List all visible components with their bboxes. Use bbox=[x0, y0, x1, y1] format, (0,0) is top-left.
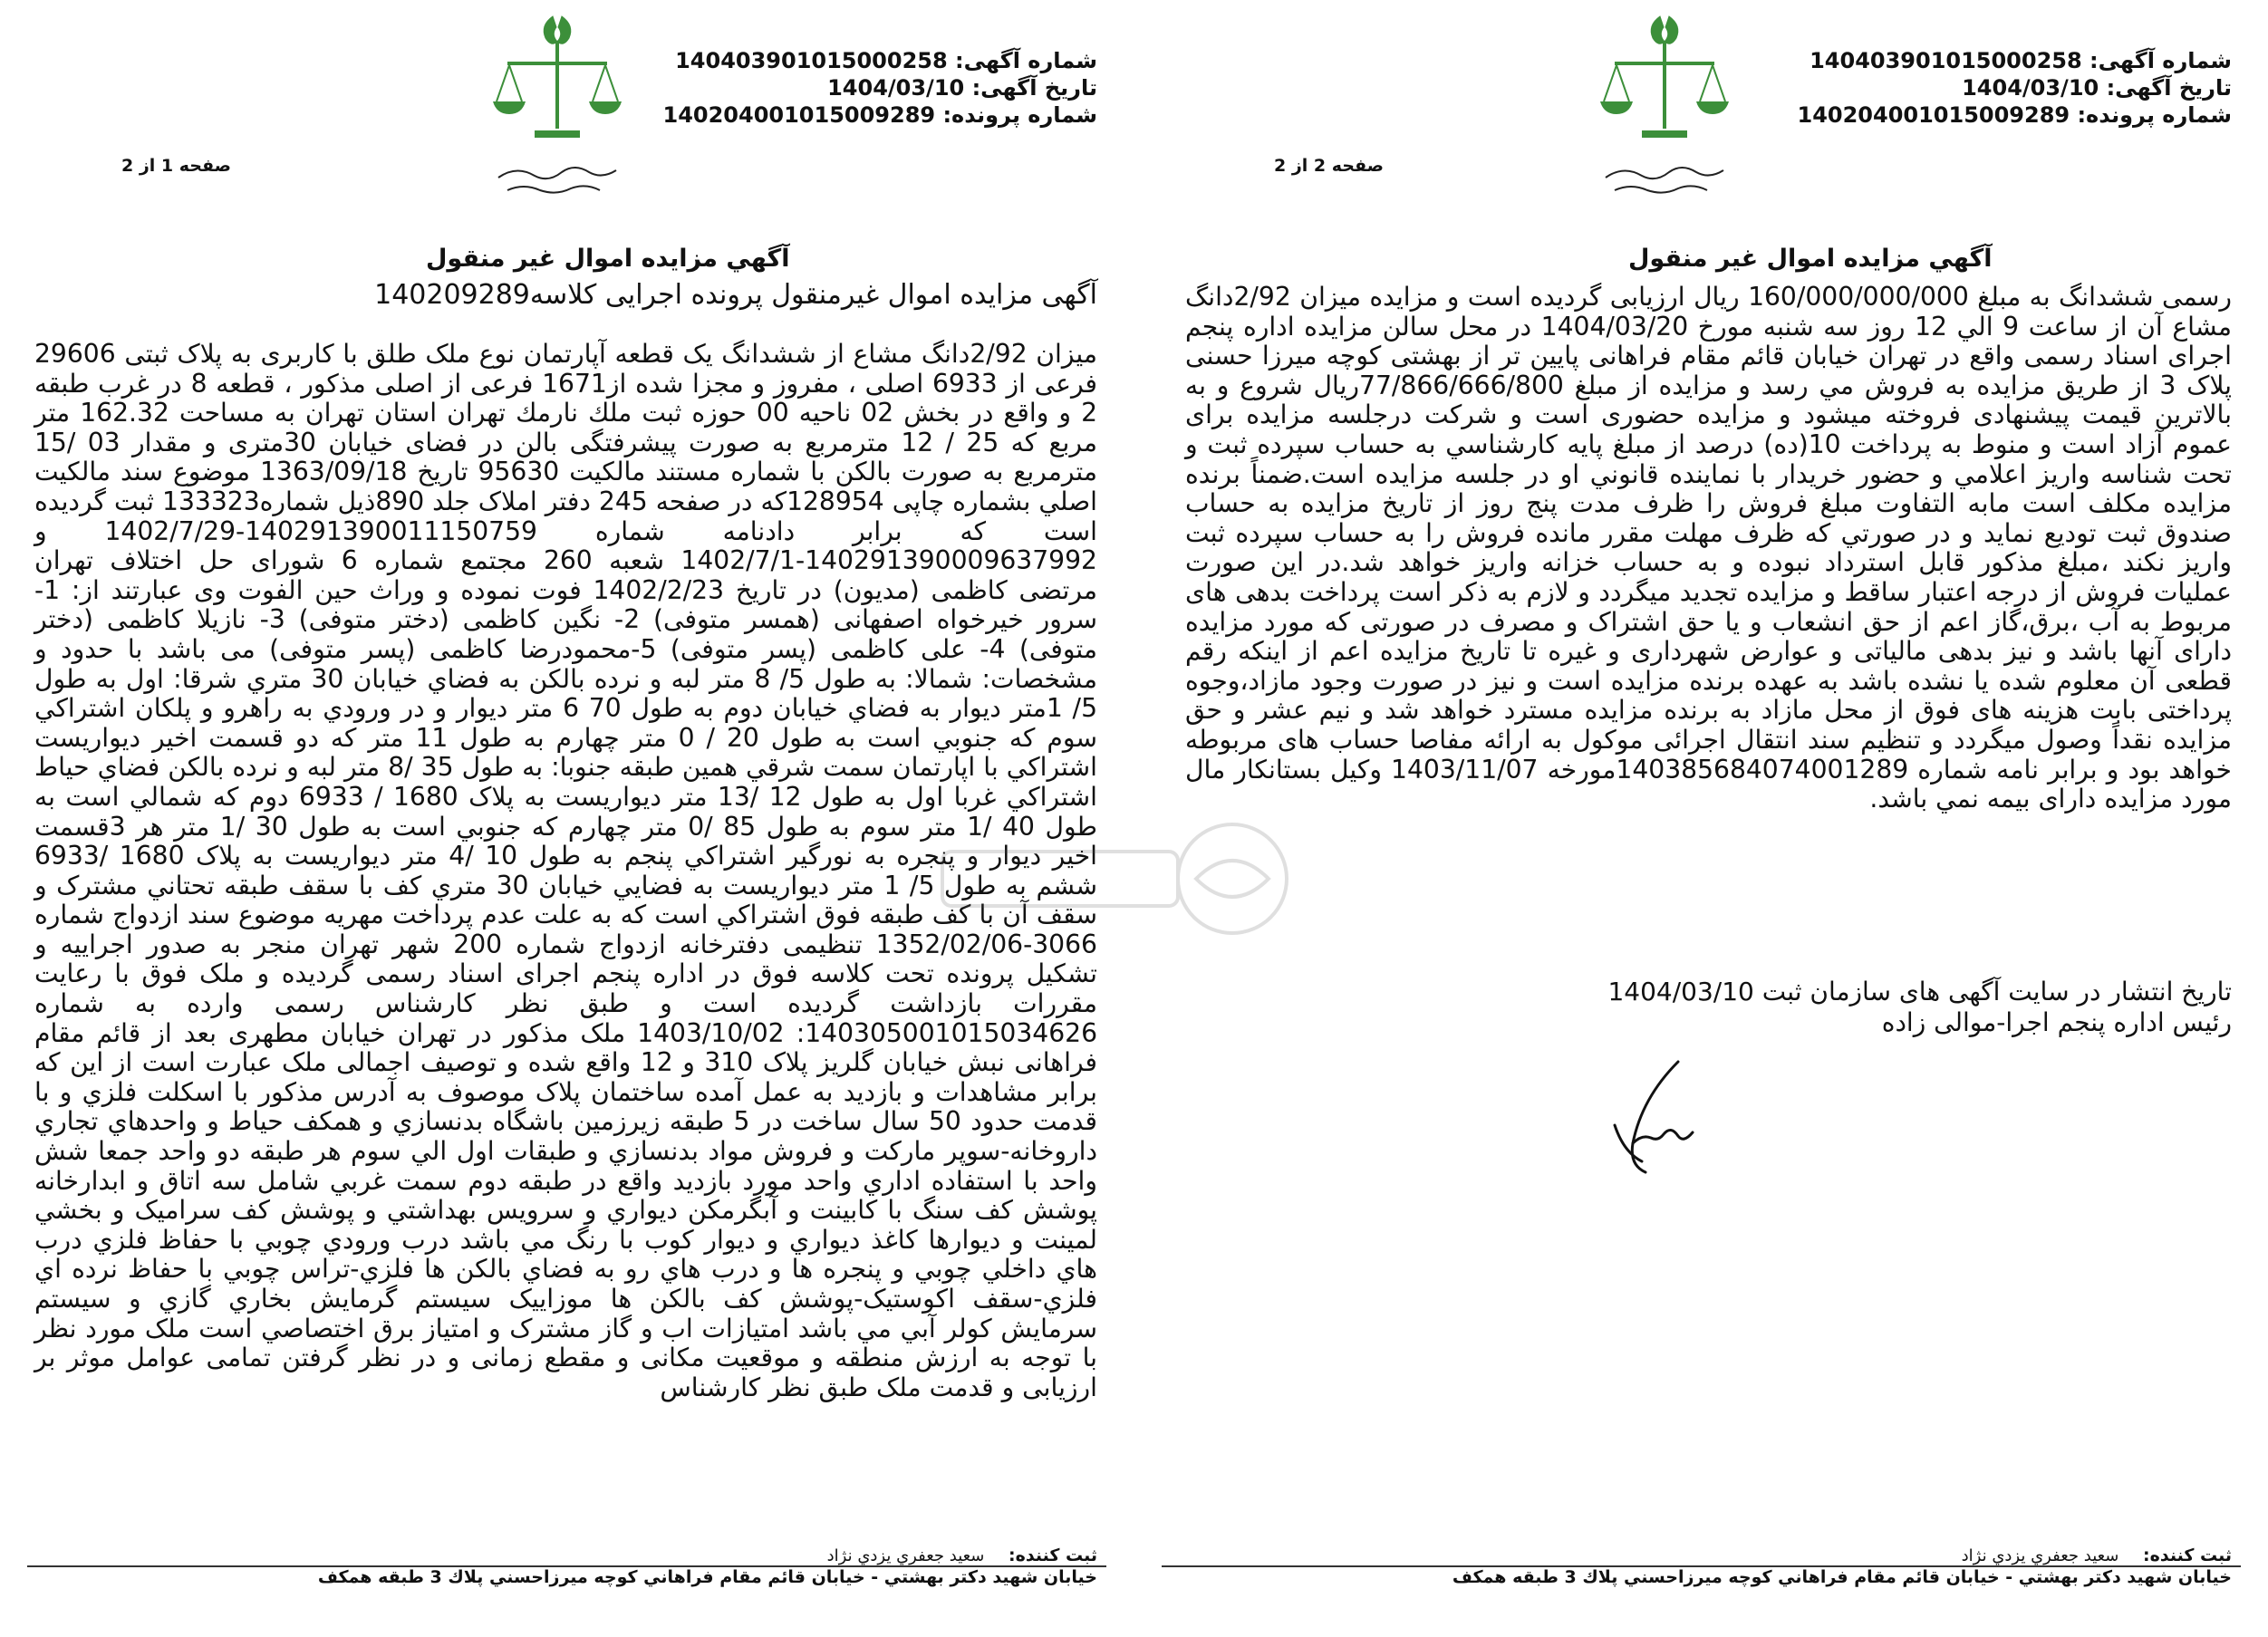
registrar-row bbox=[827, 1546, 1097, 1565]
ad-number-label: شماره آگهی: bbox=[2089, 48, 2232, 73]
case-number-label: شماره پرونده: bbox=[2077, 102, 2232, 128]
page-title: آگهي مزايده اموال غير منقول bbox=[1628, 245, 1993, 273]
ad-date-row bbox=[1798, 74, 2233, 101]
case-number-label: شماره پرونده: bbox=[942, 102, 1097, 128]
auction-body-text: رسمی ششدانگ به مبلغ 160/000/000/000 ريال ارزيابی گرديده است و مزايده ميزان 2/92دانگ مشاع آن از ساعت 9 الي 12 روز سه شنبه مورخ 1404/03/20 در محل سالن مزايده اداره پنجم اجرای اسناد رسمی واقع در تهران خيابان قائم مقام فراهانی پايين تر از بهشتی کوچه ميرزا حسنی پلاک 3 از طريق مزايده به فروش مي رسد و مزايده از مبلغ 77/866/666/800ريال شروع و به بالاترين قيمت پيشنهادی فروخته ميشود و مزايده حضوری است و شرکت درجلسه مزايده برای عموم آزاد است و منوط به پرداخت 10(ده) درصد از مبلغ پايه کارشناسي به حساب سپرده ثبت و تحت شناسه واريز اعلامي و حضور خريدار با نماينده قانوني او در جلسه مزايده است.ضمناً برنده مزايده مکلف است مابه التفاوت مبلغ فروش را ظرف مدت پنج روز از تاريخ مزايده به حساب صندوق ثبت توديع نمايد و در صورتي که ظرف مهلت مقرر مانده فروش را به حساب سپرده ثبت واريز نکند ،مبلغ مذکور قابل استرداد نبوده و به حساب خزانه واريز خواهد شد.در اين صورت عمليات فروش از درجه اعتبار ساقط و مزايده تجديد ميگردد و لازم به ذکر است پرداخت بدهی های مربوط به آب ،برق،گاز اعم از حق انشعاب و يا حق اشتراک و مصرف در صورتی که مورد مزايده دارای آنها باشد و نيز بدهی مالياتی و عوارض شهرداری و غيره تا تاريخ مزايده اعم از اينکه رقم قطعی آن معلوم شده يا نشده باشد به عهده برنده مزايده است و نيز در صورت وجود مازاد،وجوه پرداختی بابت هزينه های فوق از محل مازاد به برنده مزايده مسترد خواهد شد و نيم عشر و حق مزايده نقداً وصول ميگردد و تنظيم سند انتقال اجرائی موکول به ارائه مفاصا حساب های مربوطه خواهد بود و برابر نامه شماره 140385684074001289مورخه 1403/11/07 وکيل بستانکار مال مورد مزايده دارای بيمه نمي باشد. bbox=[1185, 282, 2232, 814]
ad-date-label: تاریخ آگهی: bbox=[971, 75, 1097, 101]
ad-date: 1404/03/10 bbox=[827, 75, 965, 101]
registrar-row bbox=[1962, 1546, 2232, 1565]
judiciary-scales-emblem-icon bbox=[1588, 9, 1742, 199]
ad-date-row bbox=[663, 74, 1098, 101]
chief-name: رئيس اداره پنجم اجرا-موالی زاده bbox=[1881, 1007, 2232, 1037]
ad-number-label: شماره آگهی: bbox=[955, 48, 1097, 73]
publish-date: تاريخ انتشار در سايت آگهی های سازمان ثبت 1404/03/10 bbox=[1607, 977, 2232, 1006]
case-number-row bbox=[663, 101, 1098, 129]
footer-address: خيابان شهيد دكتر بهشتي - خيابان قائم مقام فراهاني كوچه ميرزاحسني پلاك 3 طبقه همكف bbox=[317, 1567, 1097, 1587]
ad-meta bbox=[1798, 47, 2233, 129]
page-two bbox=[1134, 0, 2268, 1637]
ad-date-label: تاریخ آگهی: bbox=[2106, 75, 2232, 101]
ad-number: 140403901015000258 bbox=[1810, 48, 2082, 73]
ad-date: 1404/03/10 bbox=[1962, 75, 2099, 101]
page-label: صفحه 2 از 2 bbox=[1274, 156, 1385, 176]
ad-number: 140403901015000258 bbox=[675, 48, 948, 73]
ad-meta bbox=[663, 47, 1098, 129]
registrar-label: ثبت كننده: bbox=[1009, 1546, 1097, 1565]
ad-number-row bbox=[663, 47, 1098, 74]
property-description-text: ميزان 2/92دانگ مشاع از ششدانگ يک قطعه آپارتمان نوع ملک طلق با کاربری به پلاک ثبتی 29606 فرعی از 6933 اصلی ، مفروز و مجزا شده از1671 فرعی از اصلی مذکور ، قطعه 8 در غرب طبقه 2 و واقع در بخش 02 ناحيه 00 حوزه ثبت ملك نارمك تهران استان تهران به مساحت 162.32 متر مربع كه 25 / 12 مترمربع به صورت پيشرفتگی بالن در فضای خيابان 30متری و مقدار 03 /15 مترمربع به صورت بالكن با شماره مستند مالكيت 95630 تاريخ 1363/09/18 موضوع سند مالكيت اصلي بشماره چاپی 128954که در صفحه 245 دفتر املاک جلد 890ذيل شماره133323 ثبت گرديده است که برابر دادنامه شماره 140291390011150759-1402/7/29 و 140291390009637992-1402/7/1 شعبه 260 مجتمع شماره 6 شورای حل اختلاف تهران مرتضی کاظمی (مديون) در تاريخ 1402/2/23 فوت نموده و وراث حين الفوت وی عبارتند از: 1- سرور خيرخواه اصفهانی (همسر متوفی) 2- نگين کاظمی (دختر متوفی) 3- نازيلا کاظمی (دختر متوفی) 4- علی کاظمی (پسر متوفی) 5-محمودرضا کاظمی (پسر متوفی) می باشد با حدود و مشخصات: شمالا: به طول 5/ 8 متر لبه و نرده بالکن به فضاي خيابان 30 متري شرقا: اول به طول 5/ 1متر ديوار به فضاي خيابان دوم به طول 70 6 متر ديوار و در ورودي به راهرو و پلکان اشتراکي سوم که جنوبي است به طول 20 / 0 متر چهارم به طول 11 متر که دو قسمت اخير ديواريست اشتراکي با اپارتمان سمت شرقي همين طبقه جنوبا: به طول 35 /8 متر لبه و نرده بالکن فضاي حياط اشتراکي غربا اول به طول 12 /13 متر ديواريست به پلاک 1680 / 6933 دوم که شمالي است به طول 40 /1 متر سوم به طول 85 /0 متر چهارم که جنوبي است به طول 30 /1 متر هر 3قسمت اخير ديوار و پنجره به نورگير اشتراکي پنجم به طول 10 /4 متر ديواريست به پلاک 1680 /6933 ششم به طول 5/ 1 متر ديواريست به فضايي خيابان 30 متري کف با سقف طبقه تحتاني مشترک و سقف آن با کف طبقه فوق اشتراکي است که به علت عدم پرداخت مهريه موضوع سند ازدواج شماره 3066-1352/02/06 تنظيمی دفترخانه ازدواج شماره 200 شهر تهران منجر به صدور اجراييه و تشکيل پرونده تحت کلاسه فوق در اداره پنجم اجرای اسناد رسمی گرديده و ملک فوق با رعايت مقررات بازداشت گرديده است و طبق نظر کارشناس رسمی وارده به شماره 140305001015034626: 1403/10/02 ملک مذکور در تهران خيابان مطهری بعد از قائم مقام فراهانی نبش خيابان گلريز پلاک 310 و 12 واقع شده و توصيف اجمالی ملک عبارت است از اين که برابر مشاهدات و بازديد به عمل آمده ساختمان پلاک موصوف به آدرس مذکور با اسکلت فلزي و با قدمت حدود 50 سال ساخت در 5 طبقه زيرزمين باشگاه بدنسازي و همکف حياط و واحدهاي تجاري داروخانه-سوپر مارکت و فروش مواد بدنسازي و طبقات اول الي سوم هر طبقه دو واحد جمعا شش واحد با استفاده اداري واحد مورد بازديد واقع در طبقه دوم سمت غربي شامل سه اتاق و ابدارخانه پوشش کف سنگ با کابينت و آبگرمکن ديواري و سرويس بهداشتي و پوشش کف سراميک و بخشي لمينت و ديوارها کاغذ ديواري و ديوار کوب با رنگ مي باشد درب ورودي چوبي با حفاظ فلزي درب هاي داخلي چوبي و پنجره ها و درب هاي رو به فضاي بالکن ها فلزي-تراس چوبي با حفاظ نرده اي فلزي-سقف اکوستيک-پوشش کف بالکن ها موزاييک سيستم گرمايش بخاري گازي و سيستم سرمايش کولر آبي مي باشد امتيازات اب و گاز مشترک و امتياز برق اختصاصي است ملک مورد نظر با توجه به ارزش منطقه و موقعيت مکانی و مقطع زمانی و در نظر گرفتن تمامی عوامل موثر بر ارزيابی و قدمت ملک طبق نظر کارشناس bbox=[34, 339, 1098, 1402]
page-title: آگهي مزايده اموال غير منقول bbox=[426, 245, 790, 273]
registrar-name: سعيد جعفري يزدي نژاد bbox=[1961, 1546, 2119, 1565]
footer-address: خيابان شهيد دكتر بهشتي - خيابان قائم مقام فراهاني كوچه ميرزاحسني پلاك 3 طبقه همكف bbox=[1452, 1567, 2232, 1587]
case-number: 140204001015009289 bbox=[662, 102, 936, 128]
signature-icon bbox=[1578, 1035, 1732, 1198]
ad-number-row bbox=[1798, 47, 2233, 74]
case-number: 140204001015009289 bbox=[1797, 102, 2070, 128]
case-number-row bbox=[1798, 101, 2233, 129]
judiciary-scales-emblem-icon bbox=[480, 9, 634, 199]
registrar-label: ثبت كننده: bbox=[2143, 1546, 2232, 1565]
registrar-name: سعيد جعفري يزدي نژاد bbox=[826, 1546, 985, 1565]
page-subtitle: آگهی مزايده اموال غيرمنقول پرونده اجرايی کلاسه140209289 bbox=[374, 279, 1097, 311]
page-label: صفحه 1 از 2 bbox=[121, 156, 232, 176]
